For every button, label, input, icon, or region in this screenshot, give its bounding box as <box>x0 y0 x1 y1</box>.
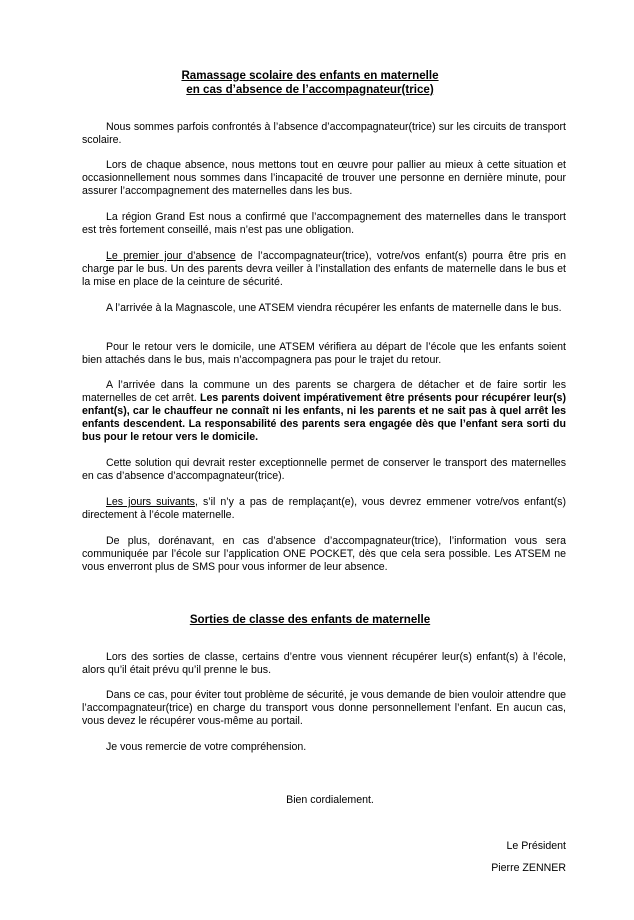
paragraph-1: Nous sommes parfois confrontés à l’absence d’accompagnateur(trice) sur les circuits de transport scolaire. <box>82 121 566 146</box>
signature-role: Le Président <box>506 840 566 852</box>
paragraph-7: A l’arrivée dans la commune un des parents se chargera de détacher et de faire sortir les maternelles de cet arrêt. Les parents doivent impérativement être présents pour récupérer leur(s) enfant(s), car le chauffeur ne connaît ni les enfants, ni les parents et ne sait pas à quel arrêt les enfants descendent. La responsabilité des parents sera engagée dès que l’enfant sera sorti du bus pour le retour vers le domicile. <box>82 379 566 443</box>
title-transport <box>0 69 620 96</box>
paragraph-6: Pour le retour vers le domicile, une ATSEM vérifiera au départ de l’école que les enfants soient bien attachés dans le bus, mais n’accompagnera pas pour le trajet du retour. <box>82 341 566 366</box>
paragraph-2: Lors de chaque absence, nous mettons tout en œuvre pour pallier au mieux à cette situation et occasionnellement nous sommes dans l’incapacité de trouver une personne en dernière minute, pour assurer l’accompagnement des maternelles dans les bus. <box>82 159 566 197</box>
paragraph-11: Lors des sorties de classe, certains d’entre vous viennent récupérer leur(s) enfant(s) à l’école, alors qu’il était prévu qu’il prenne le bus. <box>82 651 566 676</box>
title-outings: Sorties de classe des enfants de maternelle <box>189 613 431 626</box>
paragraph-8: Cette solution qui devrait rester exceptionnelle permet de conserver le transport des maternelles en cas d’absence d’accompagnateur(trice). <box>82 457 566 482</box>
paragraph-13: Je vous remercie de votre compréhension. <box>106 741 307 753</box>
closing: Bien cordialement. <box>286 794 374 806</box>
paragraph-9: Les jours suivants, s’il n’y a pas de remplaçant(e), vous devrez emmener votre/vos enfant(s) directement à l’école maternelle. <box>82 496 566 521</box>
following-days-label: Les jours suivants <box>106 496 195 508</box>
paragraph-4: Le premier jour d’absence de l’accompagnateur(trice), votre/vos enfant(s) pourra être pris en charge par le bus. Un des parents devra veiller à l’installation des enfants de maternelle dans le bus et la mise en place de la ceinture de sécurité. <box>82 250 566 288</box>
paragraph-12: Dans ce cas, pour éviter tout problème de sécurité, je vous demande de bien vouloir attendre que l’accompagnateur(trice) en charge du transport vous donne personnellement l’enfant. En aucun cas, vous devez le récupérer vous-même au portail. <box>82 689 566 727</box>
paragraph-5: A l’arrivée à la Magnascole, une ATSEM viendra récupérer les enfants de maternelle dans le bus. <box>106 302 562 314</box>
paragraph-3: La région Grand Est nous a confirmé que l’accompagnement des maternelles dans le transport est très fortement conseillé, mais n’est pas une obligation. <box>82 211 566 236</box>
first-day-label: Le premier jour d’absence <box>106 250 236 262</box>
paragraph-10: De plus, dorénavant, en cas d’absence d’accompagnateur(trice), l’information vous sera communiquée par l’école sur l’application ONE POCKET, dès que cela sera possible. Les ATSEM ne vous enverront plus de SMS pour vous informer de leur absence. <box>82 535 566 573</box>
signature-name: Pierre ZENNER <box>491 862 566 874</box>
title-transport-line2: en cas d’absence de l’accompagnateur(trice) <box>186 82 434 96</box>
title-transport-line1: Ramassage scolaire des enfants en maternelle <box>181 69 439 82</box>
parents-responsibility-text: Les parents doivent impérativement être présents pour récupérer leur(s) enfant(s), car le chauffeur ne connaît ni les enfants, ni les parents et ne sait pas à quel arrêt les enfants descendent. La responsabilité des parents sera engagée dès que l’enfant sera sorti du bus pour le retour vers le domicile. <box>82 392 566 443</box>
